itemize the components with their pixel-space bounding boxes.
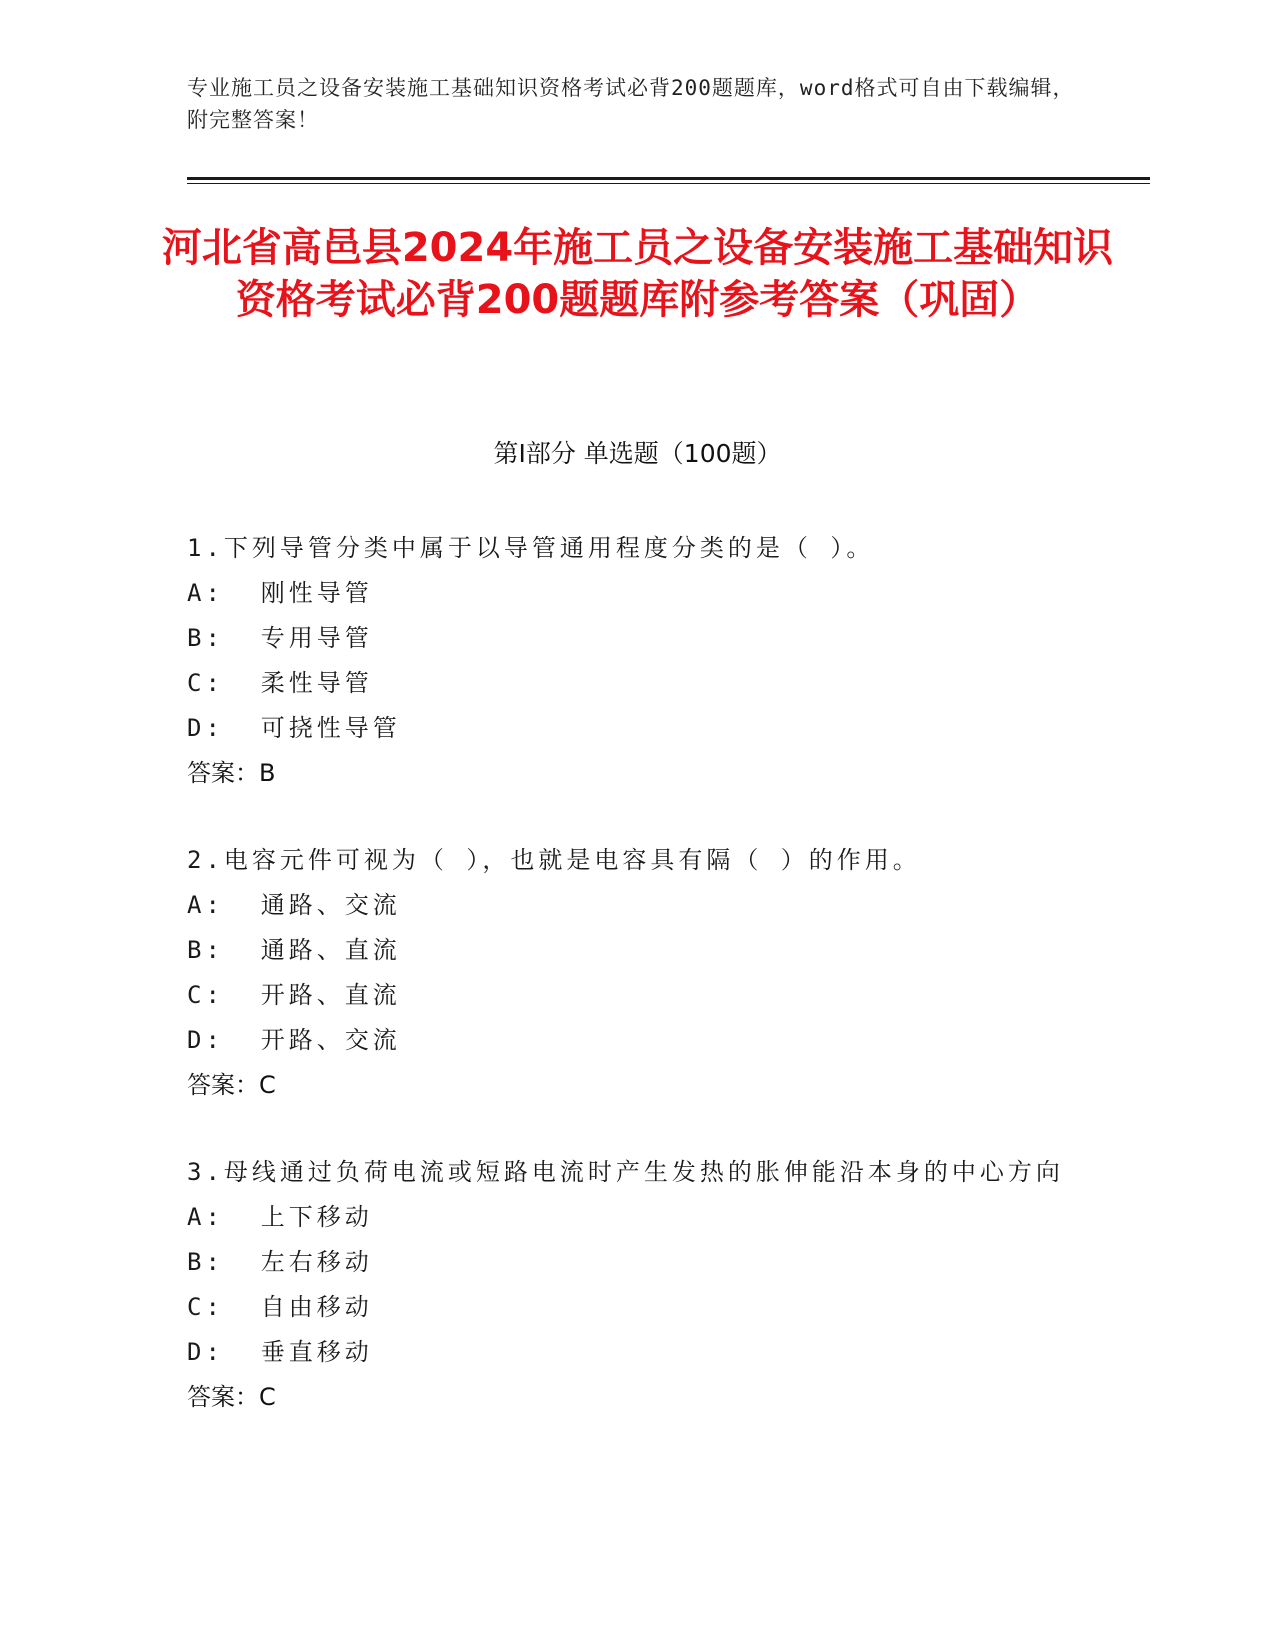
document-title: 河北省高邑县2024年施工员之设备安装施工基础知识资格考试必背200题题库附参考答案（巩固） [161,225,1114,323]
option-d: D: 开路、交流 [187,1026,401,1054]
answer-text: 答案：C [187,1071,276,1099]
option-d: D: 可挠性导管 [187,714,401,742]
header-divider-thick [187,177,1150,180]
option-b: B: 专用导管 [187,624,373,652]
question-item [187,1150,1067,1420]
option-a: A: 上下移动 [187,1203,373,1231]
question-list [187,526,1067,1462]
option-a: A: 刚性导管 [187,579,373,607]
header-note: 专业施工员之设备安装施工基础知识资格考试必背200题题库，word格式可自由下载编辑，附完整答案！ [187,76,1075,132]
option-c: C: 自由移动 [187,1293,373,1321]
question-item [187,838,1067,1108]
option-d: D: 垂直移动 [187,1338,373,1366]
answer-text: 答案：B [187,759,276,787]
section-title: 第Ⅰ部分 单选题（100题） [493,439,782,468]
option-c: C: 开路、直流 [187,981,401,1009]
question-stem: 3.母线通过负荷电流或短路电流时产生发热的胀伸能沿本身的中心方向 [187,1158,1064,1186]
option-a: A: 通路、交流 [187,891,401,919]
question-item [187,526,1067,796]
question-stem: 2.电容元件可视为（ ），也就是电容具有隔（ ）的作用。 [187,846,921,874]
option-b: B: 左右移动 [187,1248,373,1276]
option-c: C: 柔性导管 [187,669,373,697]
option-b: B: 通路、直流 [187,936,401,964]
answer-text: 答案：C [187,1383,276,1411]
header-divider-thin [187,183,1150,184]
question-stem: 1.下列导管分类中属于以导管通用程度分类的是（ ）。 [187,534,875,562]
